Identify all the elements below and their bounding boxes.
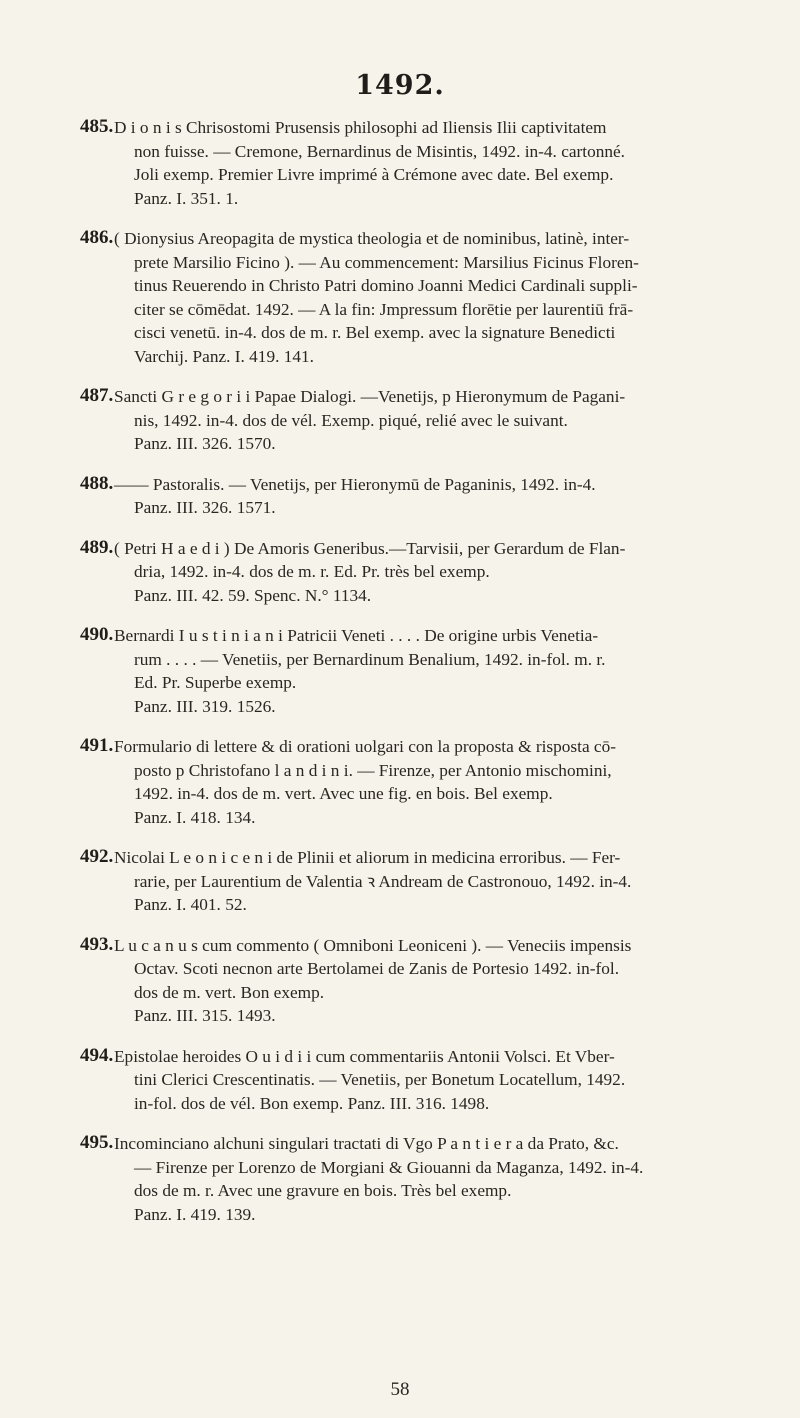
- entry-line: Panz. I. 351. 1.: [134, 188, 239, 208]
- page-number: 58: [390, 1379, 410, 1400]
- entry-line: Panz. I. 401. 52.: [134, 895, 247, 914]
- entry-line: Bernardi I u s t i n i a n i Patricii Veneti . . . . De origine urbis Venetia-: [114, 626, 599, 645]
- entry-line: citer se cōmēdat. 1492. — A la fin: Jmpressum florētie per laurentiū frā-: [134, 299, 634, 319]
- entry-line: — Firenze per Lorenzo de Morgiani & Giouanni da Maganza, 1492. in-4.: [134, 1157, 644, 1177]
- catalogue-entry: [80, 473, 780, 520]
- entry-line: tini Clerici Crescentinatis. — Venetiis, per Bonetum Locatellum, 1492.: [134, 1070, 626, 1089]
- catalogue-entry: [80, 735, 780, 829]
- entry-line: rum . . . . — Venetiis, per Bernardinum Benalium, 1492. in-fol. m. r.: [134, 649, 606, 669]
- entry-line: Panz. III. 315. 1493.: [134, 1006, 276, 1025]
- entry-line: Panz. III. 319. 1526.: [134, 696, 276, 716]
- entry-line: ( Dionysius Areopagita de mystica theologia et de nominibus, latinè, inter-: [114, 229, 630, 248]
- catalogue-entry: [80, 116, 780, 210]
- entry-line: Sancti G r e g o r i i Papae Dialogi. —Venetijs, p Hieronymum de Pagani-: [114, 387, 626, 406]
- entry-line: Ed. Pr. Superbe exemp.: [134, 673, 297, 692]
- entry-line: posto p Christofano l a n d i n i. — Firenze, per Antonio mischomini,: [134, 760, 612, 780]
- catalogue-entry: [80, 1045, 780, 1116]
- catalogue-entry: [80, 934, 780, 1028]
- entry-line: in-fol. dos de vél. Bon exemp. Panz. III. 316. 1498.: [134, 1093, 490, 1113]
- catalogue-entry: [80, 227, 780, 368]
- entry-number: 493.: [80, 933, 114, 955]
- catalogue-entry: [80, 846, 780, 917]
- catalogue-entry: [80, 537, 780, 608]
- entry-line: Panz. I. 419. 139.: [134, 1204, 256, 1224]
- entry-number: 487.: [80, 385, 114, 406]
- entry-line: Panz. III. 326. 1570.: [134, 434, 276, 453]
- entry-line: prete Marsilio Ficino ). — Au commencement: Marsilius Ficinus Floren-: [134, 252, 639, 272]
- entry-line: Nicolai L e o n i c e n i de Plinii et aliorum in medicina erroribus. — Fer-: [114, 848, 621, 867]
- entry-number: 494.: [80, 1044, 114, 1066]
- entry-number: 492.: [80, 846, 114, 867]
- entry-number: 485.: [80, 116, 114, 137]
- entry-line: L u c a n u s cum commento ( Omniboni Leoniceni ). — Veneciis impensis: [114, 935, 632, 955]
- entries-list: [80, 116, 780, 1243]
- entry-number: 490.: [80, 624, 114, 645]
- entry-line: Joli exemp. Premier Livre imprimé à Crémone avec date. Bel exemp.: [134, 165, 614, 184]
- catalogue-entry: [80, 1132, 780, 1226]
- entry-line: dria, 1492. in-4. dos de m. r. Ed. Pr. très bel exemp.: [134, 562, 490, 581]
- entry-number: 486.: [80, 227, 114, 248]
- catalogue-entry: [80, 385, 780, 456]
- entry-line: Octav. Scoti necnon arte Bertolamei de Zanis de Portesio 1492. in-fol.: [134, 959, 620, 978]
- entry-line: tinus Reuerendo in Christo Patri domino Joanni Medici Cardinali suppli-: [134, 276, 638, 295]
- entry-line: Panz. III. 326. 1571.: [134, 498, 276, 517]
- entry-number: 489.: [80, 536, 114, 558]
- entry-line: —— Pastoralis. — Venetijs, per Hieronymū de Paganinis, 1492. in-4.: [114, 474, 596, 494]
- entry-line: Formulario di lettere & di orationi uolgari con la proposta & risposta cō-: [114, 737, 617, 756]
- page-year-heading: 1492.: [355, 70, 445, 101]
- entry-line: dos de m. vert. Bon exemp.: [134, 982, 325, 1002]
- entry-line: cisci venetū. in-4. dos de m. r. Bel exemp. avec la signature Benedicti: [134, 323, 616, 342]
- entry-line: D i o n i s Chrisostomi Prusensis philosophi ad Iliensis Ilii captivitatem: [114, 118, 607, 137]
- catalogue-entry: [80, 624, 780, 718]
- entry-number: 495.: [80, 1132, 114, 1153]
- entry-number: 488.: [80, 472, 114, 494]
- entry-line: Incominciano alchuni singulari tractati di Vgo P a n t i e r a da Prato, &c.: [114, 1134, 619, 1153]
- entry-line: non fuisse. — Cremone, Bernardinus de Misintis, 1492. in-4. cartonné.: [134, 141, 625, 161]
- entry-line: dos de m. r. Avec une gravure en bois. Très bel exemp.: [134, 1181, 512, 1200]
- entry-line: 1492. in-4. dos de m. vert. Avec une fig. en bois. Bel exemp.: [134, 784, 553, 803]
- entry-line: nis, 1492. in-4. dos de vél. Exemp. piqué, relié avec le suivant.: [134, 410, 568, 430]
- entry-line: Panz. I. 418. 134.: [134, 807, 256, 827]
- entry-number: 491.: [80, 735, 114, 756]
- entry-line: Epistolae heroides O u i d i i cum commentariis Antonii Volsci. Et Vber-: [114, 1046, 615, 1066]
- entry-line: rarie, per Laurentium de Valentia ꝛ Andream de Castronouo, 1492. in-4.: [134, 871, 632, 891]
- entry-line: Panz. III. 42. 59. Spenc. N.° 1134.: [134, 585, 372, 605]
- entry-line: ( Petri H a e d i ) De Amoris Generibus.—Tarvisii, per Gerardum de Flan-: [114, 538, 626, 558]
- entry-line: Varchij. Panz. I. 419. 141.: [134, 346, 314, 366]
